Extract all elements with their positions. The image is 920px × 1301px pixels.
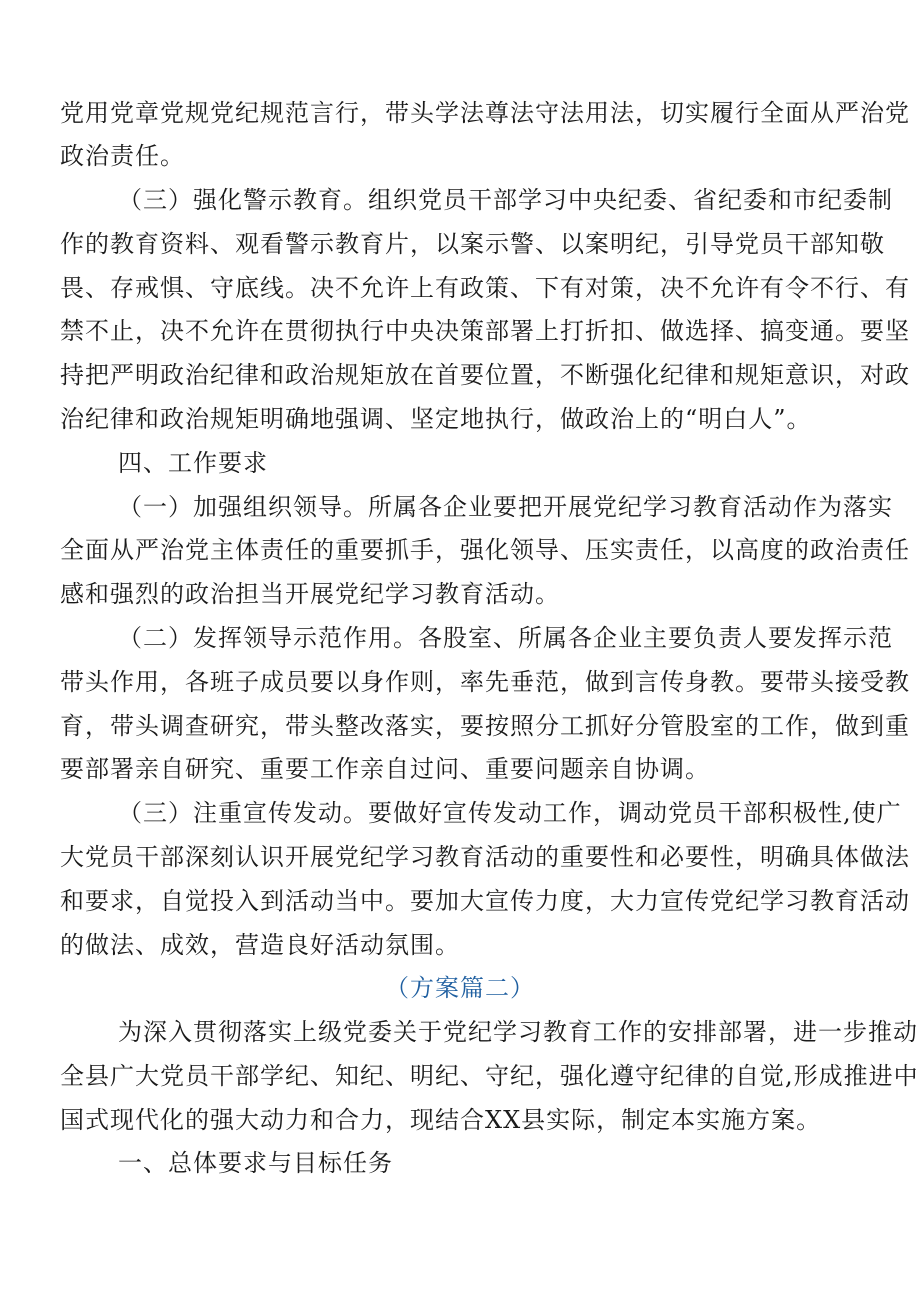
paragraph-line: （三）注重宣传发动。要做好宣传发动工作，调动党员干部积极性,使广 xyxy=(118,799,902,827)
paragraph-line: 党用党章党规党纪规范言行，带头学法尊法守法用法，切实履行全面从严治党 xyxy=(60,99,910,127)
paragraph-line: 育，带头调查研究，带头整改落实，要按照分工抓好分管股室的工作，做到重 xyxy=(60,712,910,740)
paragraph-line: 全面从严治党主体责任的重要抓手，强化领导、压实责任，以高度的政治责任 xyxy=(60,536,910,564)
paragraph-line: 禁不止，决不允许在贯彻执行中央决策部署上打折扣、做选择、搞变通。要坚 xyxy=(60,317,910,345)
paragraph-line: 畏、存戒惧、守底线。决不允许上有政策、下有对策，决不允许有令不行、有 xyxy=(60,274,910,302)
paragraph-line: 全县广大党员干部学纪、知纪、明纪、守纪，强化遵守纪律的自觉,形成推进中 xyxy=(60,1062,919,1090)
paragraph-line: （三）强化警示教育。组织党员干部学习中央纪委、省纪委和市纪委制 xyxy=(118,186,893,214)
paragraph-line: 为深入贯彻落实上级党委关于党纪学习教育工作的安排部署，进一步推动 xyxy=(118,1018,918,1046)
paragraph-line: 感和强烈的政治担当开展党纪学习教育活动。 xyxy=(60,580,560,608)
section-title: （方案篇二） xyxy=(385,974,535,1002)
paragraph-line: 持把严明政治纪律和政治规矩放在首要位置，不断强化纪律和规矩意识，对政 xyxy=(60,361,910,389)
paragraph-line: 的做法、成效，营造良好活动氛围。 xyxy=(60,931,460,959)
paragraph-line: 要部署亲自研究、重要工作亲自过问、重要问题亲自协调。 xyxy=(60,755,710,783)
paragraph-line: （一）加强组织领导。所属各企业要把开展党纪学习教育活动作为落实 xyxy=(118,493,893,521)
paragraph-line: 作的教育资料、观看警示教育片，以案示警、以案明纪，引导党员干部知敬 xyxy=(60,230,885,258)
paragraph-line: 大党员干部深刻认识开展党纪学习教育活动的重要性和必要性，明确具体做法 xyxy=(60,843,910,871)
paragraph-line: 国式现代化的强大动力和合力，现结合XX县实际，制定本实施方案。 xyxy=(60,1106,822,1134)
section-heading: 四、工作要求 xyxy=(118,449,268,477)
section-heading: 一、总体要求与目标任务 xyxy=(118,1149,393,1177)
paragraph-line: 治纪律和政治规矩明确地强调、坚定地执行，做政治上的“明白人”。 xyxy=(60,405,812,433)
paragraph-line: 政治责任。 xyxy=(60,142,185,170)
paragraph-line: （二）发挥领导示范作用。各股室、所属各企业主要负责人要发挥示范 xyxy=(118,624,893,652)
paragraph-line: 和要求，自觉投入到活动当中。要加大宣传力度，大力宣传党纪学习教育活动 xyxy=(60,887,910,915)
paragraph-line: 带头作用，各班子成员要以身作则，率先垂范，做到言传身教。要带头接受教 xyxy=(60,668,910,696)
